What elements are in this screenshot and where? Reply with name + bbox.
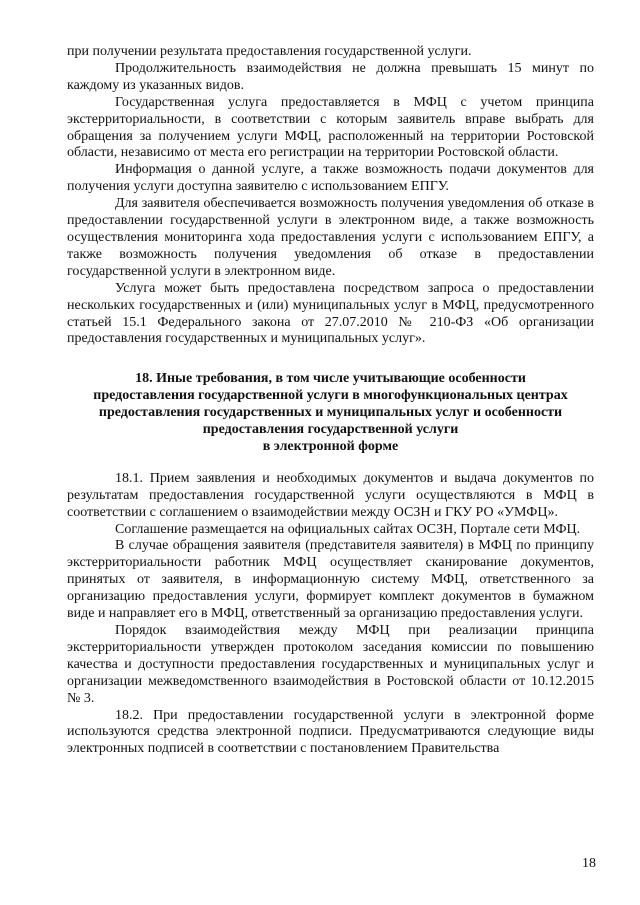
paragraph: Порядок взаимодействия между МФЦ при реализации принципа экстерриториальности утвержден протоколом заседания комиссии по повышению качества и доступности предоставления государственных и муниципальных услуг и организации межведомственного взаимодействия в Ростовской области от 10.12.2015 № 3. [67,623,594,706]
paragraph: Продолжительность взаимодействия не должна превышать 15 минут по каждому из указанных видов. [67,60,594,93]
paragraph: Информация о данной услуге, а также возможность подачи документов для получения услуги доступна заявителю с использованием ЕПГУ. [67,162,594,195]
document-page [67,44,594,758]
paragraph: 18.1. Прием заявления и необходимых документов и выдача документов по результатам предоставления государственной услуги осуществляются в МФЦ в соответствии с соглашением о взаимодействии между ОСЗН и ГКУ РО «УМФЦ». [67,470,594,520]
heading-line: предоставления государственной услуги [202,422,459,438]
heading-line: предоставления государственной услуги в многофункциональных центрах [93,388,568,404]
paragraph: при получении результата предоставления государственной услуги. [67,44,472,59]
heading-line: 18. Иные требования, в том числе учитывающие особенности [135,371,526,387]
heading-line: в электронной форме [262,438,399,454]
paragraph: Для заявителя обеспечивается возможность получения уведомления об отказе в предоставлении государственной услуги в электронном виде, а также возможность осуществления мониторинга хода предоставления услуги с использованием ЕПГУ, а также возможность получения уведомления об отказе в предоставлении государственной услуги в электронном виде. [67,196,594,279]
heading-line: предоставления государственных и муниципальных услуг и особенности [98,405,563,421]
paragraph: Соглашение размещается на официальных сайтах ОСЗН, Портале сети МФЦ. [115,521,581,537]
paragraph: 18.2. При предоставлении государственной услуги в электронной форме используются средства электронной подписи. Предусматриваются следующие виды электронных подписей в соответствии с постановлением Правительства [67,707,594,757]
paragraph: Государственная услуга предоставляется в МФЦ с учетом принципа экстерриториальности, в соответствии с которым заявитель вправе выбрать для обращения за получением услуги МФЦ, расположенный на территории Ростовской области, независимо от места его регистрации на территории Ростовской области. [67,94,594,161]
paragraph: В случае обращения заявителя (представителя заявителя) в МФЦ по принципу экстерриториальности работник МФЦ осуществляет сканирование документов, принятых от заявителя, в информационную систему МФЦ, ответственного за организацию предоставления услуги, формирует комплект документов в бумажном виде и направляет его в МФЦ, ответственный за организацию предоставления услуги. [67,538,594,622]
paragraph: Услуга может быть предоставлена посредством запроса о предоставлении нескольких государственных и (или) муниципальных услуг в МФЦ, предусмотренного статьей 15.1 Федерального закона от 27.07.2010 № 210-ФЗ «Об организации предоставления государственных и муниципальных услуг». [67,280,594,347]
section-heading [67,371,594,456]
page-number: 18 [582,856,596,871]
